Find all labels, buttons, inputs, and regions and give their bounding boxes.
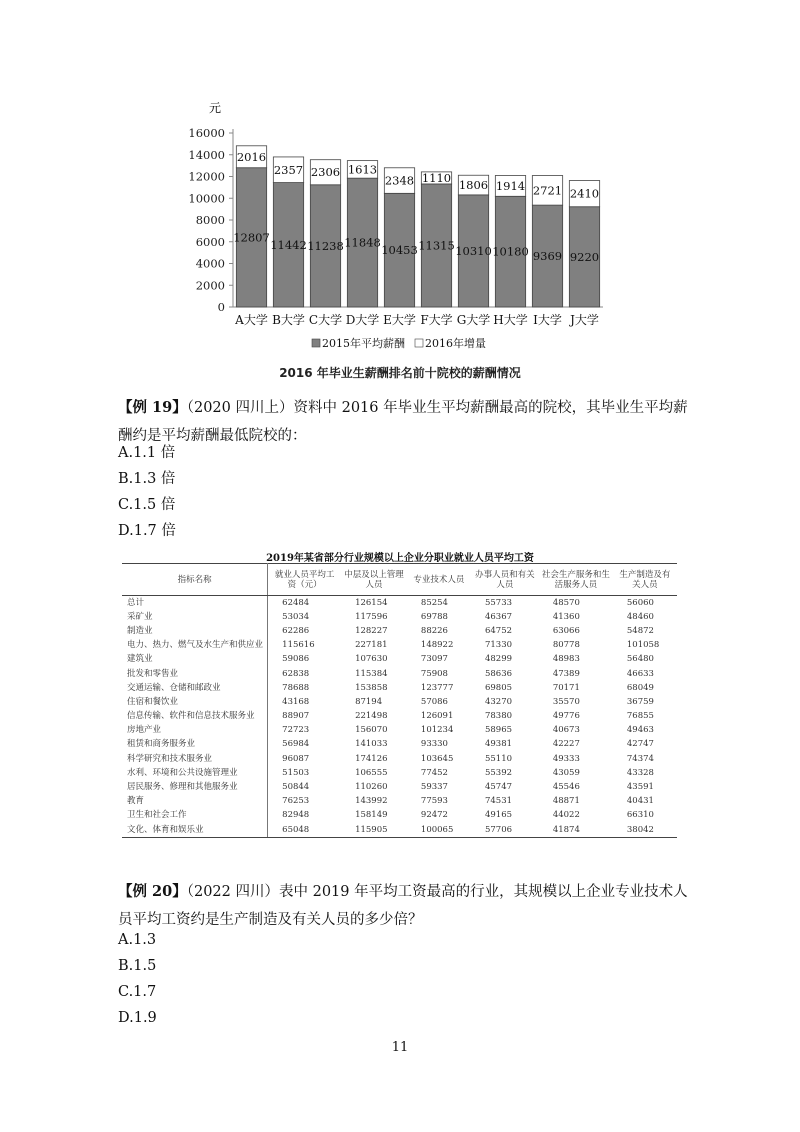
table-cell: 48871 xyxy=(552,796,580,807)
table-cell: 93330 xyxy=(420,739,448,750)
table-row xyxy=(122,752,677,766)
table-cell: 78688 xyxy=(282,682,310,693)
table-cell: 117596 xyxy=(355,611,388,622)
table-cell: 51503 xyxy=(282,767,310,778)
table-cell: 221498 xyxy=(355,711,388,722)
table-cell: 158149 xyxy=(355,810,388,821)
table-cell: 45546 xyxy=(552,782,580,793)
legend-swatch-2015 xyxy=(312,339,320,347)
table-cell: 48460 xyxy=(626,611,654,622)
table-cell: 62838 xyxy=(282,668,310,679)
example-19-option-d: D.1.7 倍 xyxy=(118,523,176,539)
example-20-text: （2022 四川）表中 2019 年平均工资最高的行业，其规模以上企业专业技术人员平均工资约是生产制造及有关人员的多少倍？ xyxy=(118,884,688,928)
bar-2015-value-label: 11848 xyxy=(344,235,381,250)
table-cell: 62484 xyxy=(282,597,310,608)
table-cell: 50844 xyxy=(282,782,310,793)
table-cell: 43328 xyxy=(626,767,654,778)
table-cell: 72723 xyxy=(282,725,310,736)
bar-2015-value-label: 11315 xyxy=(418,238,455,253)
bar-2015-value-label: 12807 xyxy=(233,230,270,245)
table-cell: 56060 xyxy=(626,597,654,608)
table-cell: 92472 xyxy=(420,810,448,821)
table-cell: 46367 xyxy=(484,611,513,622)
row-label-cell: 批发和零售业 xyxy=(122,667,268,681)
table-cell: 48299 xyxy=(484,654,513,665)
chart-title: 2016 年毕业生薪酬排名前十院校的薪酬情况 xyxy=(279,366,521,380)
y-tick-label: 4000 xyxy=(195,256,225,271)
row-label-cell: 文化、体育和娱乐业 xyxy=(122,823,268,838)
table-cell: 74531 xyxy=(484,796,513,807)
table-cell: 58965 xyxy=(484,725,513,736)
bar-2015-value-label: 11442 xyxy=(270,237,307,252)
table-cell: 68049 xyxy=(626,682,654,693)
table-cell: 49333 xyxy=(552,753,580,764)
table-cell: 56480 xyxy=(626,654,654,665)
table-cell: 143992 xyxy=(355,796,388,807)
table-cell: 115616 xyxy=(282,640,315,651)
table-cell: 87194 xyxy=(355,696,383,707)
table-cell: 40673 xyxy=(552,725,580,736)
table-cell: 100065 xyxy=(407,823,471,838)
row-label-cell: 制造业 xyxy=(122,624,268,638)
example-20-label: 【例 20】 xyxy=(118,883,187,900)
table-cell: 115384 xyxy=(355,668,388,679)
table-row xyxy=(122,738,677,752)
table-cell: 43591 xyxy=(626,782,654,793)
table-row xyxy=(122,624,677,638)
table-cell: 65048 xyxy=(268,823,341,838)
bar-2015-value-label: 10453 xyxy=(381,243,418,258)
y-tick-label: 14000 xyxy=(188,147,225,162)
table-cell: 74374 xyxy=(626,753,654,764)
table-cell: 73097 xyxy=(420,654,448,665)
table-header-cell: 指标名称 xyxy=(122,564,268,596)
wage-table xyxy=(122,563,677,838)
table-header-cell: 生产制造及有关人员 xyxy=(613,564,677,596)
x-category-label: F大学 xyxy=(420,313,453,327)
table-cell: 75908 xyxy=(420,668,448,679)
bar-2016-value-label: 2721 xyxy=(532,183,563,198)
table-cell: 48570 xyxy=(552,597,580,608)
row-label-cell: 交通运输、仓储和邮政业 xyxy=(122,681,268,695)
table-cell: 148922 xyxy=(420,640,454,651)
x-category-label: I大学 xyxy=(533,313,562,327)
table-header-row xyxy=(122,564,677,596)
table-row xyxy=(122,766,677,780)
example-20-option-c: C.1.7 xyxy=(118,984,157,1000)
table-cell: 54872 xyxy=(626,625,654,636)
table-cell: 96087 xyxy=(282,753,310,764)
example-19-option-c: C.1.5 倍 xyxy=(118,497,176,513)
row-label-cell: 采矿业 xyxy=(122,610,268,624)
x-category-label: E大学 xyxy=(383,313,416,327)
table-cell: 153858 xyxy=(355,682,388,693)
table-cell: 44022 xyxy=(552,810,580,821)
row-label-cell: 教育 xyxy=(122,795,268,809)
y-tick-label: 8000 xyxy=(195,213,225,227)
table-cell: 43059 xyxy=(552,767,580,778)
bar-2015-value-label: 10310 xyxy=(455,243,492,258)
bar-2015-value-label: 10180 xyxy=(492,244,529,259)
table-cell: 66310 xyxy=(626,810,654,821)
row-label-cell: 信息传输、软件和信息技术服务业 xyxy=(122,710,268,724)
table-cell: 56984 xyxy=(282,739,310,750)
table-cell: 41874 xyxy=(539,823,613,838)
table-cell: 126154 xyxy=(355,597,388,608)
table-cell: 78380 xyxy=(484,711,513,722)
table-cell: 62286 xyxy=(282,625,310,636)
table-cell: 63066 xyxy=(552,625,580,636)
bar-2016-value-label: 2410 xyxy=(569,186,600,201)
table-cell: 42747 xyxy=(626,739,654,750)
table-cell: 43270 xyxy=(484,696,513,707)
table-cell: 76855 xyxy=(626,711,654,722)
table-cell: 45747 xyxy=(484,782,513,793)
table-cell: 49776 xyxy=(552,711,580,722)
table-cell: 41360 xyxy=(552,611,580,622)
bar-2016-value-label: 2357 xyxy=(273,162,304,177)
table-cell: 49381 xyxy=(484,739,513,750)
x-category-label: J大学 xyxy=(570,313,599,327)
table-cell: 35570 xyxy=(552,696,580,707)
bar-2015-value-label: 11238 xyxy=(307,238,344,253)
table-cell: 57706 xyxy=(471,823,539,838)
table-cell: 69805 xyxy=(484,682,513,693)
table-row xyxy=(122,681,677,695)
row-label-cell: 居民服务、修理和其他服务业 xyxy=(122,780,268,794)
table-cell: 55733 xyxy=(484,597,513,608)
table-cell: 58636 xyxy=(484,668,513,679)
table-header-cell: 中层及以上管理人员 xyxy=(341,564,407,596)
table-cell: 227181 xyxy=(355,640,388,651)
table-header-cell: 社会生产服务和生活服务人员 xyxy=(539,564,613,596)
table-row xyxy=(122,724,677,738)
example-20-option-d: D.1.9 xyxy=(118,1010,157,1026)
table-row xyxy=(122,667,677,681)
bar-2016-value-label: 1110 xyxy=(421,170,452,185)
x-category-label: B大学 xyxy=(272,313,305,327)
table-cell: 103645 xyxy=(420,753,454,764)
example-20-question xyxy=(118,878,688,934)
table-cell: 36759 xyxy=(626,696,654,707)
table-cell: 40431 xyxy=(626,796,654,807)
bar-2015-value-label: 9369 xyxy=(532,249,563,264)
table-cell: 77452 xyxy=(420,767,448,778)
row-label-cell: 房地产业 xyxy=(122,724,268,738)
table-cell: 59086 xyxy=(282,654,310,665)
y-tick-label: 0 xyxy=(217,300,225,314)
table-cell: 55110 xyxy=(484,753,513,764)
table-cell: 110260 xyxy=(355,782,388,793)
table-cell: 64752 xyxy=(484,625,513,636)
table-cell: 43168 xyxy=(282,696,310,707)
legend-swatch-2016 xyxy=(415,339,423,347)
bar-2016-value-label: 1806 xyxy=(458,178,489,193)
table-cell: 107630 xyxy=(355,654,388,665)
table-cell: 101234 xyxy=(420,725,454,736)
table-row xyxy=(122,823,677,838)
legend-label-2015: 2015年平均薪酬 xyxy=(322,337,405,350)
bar-2016-value-label: 1914 xyxy=(495,178,526,193)
table-cell: 69788 xyxy=(420,611,448,622)
table-cell: 106555 xyxy=(355,767,388,778)
table-header-cell: 专业技术人员 xyxy=(407,564,471,596)
row-label-cell: 总计 xyxy=(122,596,268,611)
table-cell: 77593 xyxy=(420,796,448,807)
row-label-cell: 租赁和商务服务业 xyxy=(122,738,268,752)
row-label-cell: 建筑业 xyxy=(122,653,268,667)
table-cell: 141033 xyxy=(355,739,388,750)
table-cell: 71330 xyxy=(484,640,513,651)
example-19-option-a: A.1.1 倍 xyxy=(118,445,176,461)
table-cell: 80778 xyxy=(552,640,580,651)
bar-2016-value-label: 2016 xyxy=(236,149,267,164)
table-header-cell: 办事人员和有关人员 xyxy=(471,564,539,596)
table-cell: 82948 xyxy=(282,810,310,821)
y-tick-label: 16000 xyxy=(188,126,225,140)
table-cell: 38042 xyxy=(613,823,677,838)
x-category-label: A大学 xyxy=(235,313,268,327)
table-cell: 101058 xyxy=(626,640,660,651)
bar-2016-value-label: 2306 xyxy=(310,165,341,180)
table-row xyxy=(122,695,677,709)
table-cell: 49463 xyxy=(626,725,654,736)
table-row xyxy=(122,710,677,724)
example-20-option-a: A.1.3 xyxy=(118,932,157,948)
salary-bar-chart xyxy=(175,100,615,365)
page-number: 11 xyxy=(391,1040,409,1055)
example-19-question xyxy=(118,394,688,450)
x-category-label: D大学 xyxy=(345,313,380,327)
table-cell: 48983 xyxy=(552,654,580,665)
table-cell: 88907 xyxy=(282,711,310,722)
bar-2016-value-label: 2348 xyxy=(384,173,415,188)
table-row xyxy=(122,610,677,624)
table-row xyxy=(122,653,677,667)
table-cell: 42227 xyxy=(552,739,580,750)
table-cell: 174126 xyxy=(355,753,388,764)
table-cell: 123777 xyxy=(420,682,454,693)
example-19-option-b: B.1.3 倍 xyxy=(118,471,176,487)
table-cell: 46633 xyxy=(626,668,654,679)
x-category-label: G大学 xyxy=(456,313,491,327)
legend-label-2016: 2016年增量 xyxy=(425,337,486,350)
table-cell: 47389 xyxy=(552,668,580,679)
row-label-cell: 电力、热力、燃气及水生产和供应业 xyxy=(122,639,268,653)
table-cell: 88226 xyxy=(420,625,448,636)
y-tick-label: 12000 xyxy=(188,169,225,184)
table-cell: 59337 xyxy=(420,782,448,793)
row-label-cell: 水利、环境和公共设施管理业 xyxy=(122,766,268,780)
table-cell: 76253 xyxy=(282,796,310,807)
table-cell: 53034 xyxy=(282,611,310,622)
table-cell: 156070 xyxy=(355,725,388,736)
table-row xyxy=(122,639,677,653)
table-header-cell: 就业人员平均工资（元） xyxy=(268,564,341,596)
table-row xyxy=(122,809,677,823)
example-20-option-b: B.1.5 xyxy=(118,958,157,974)
x-category-label: C大学 xyxy=(308,313,343,327)
bar-2015-value-label: 9220 xyxy=(569,249,600,264)
table-cell: 49165 xyxy=(484,810,513,821)
row-label-cell: 科学研究和技术服务业 xyxy=(122,752,268,766)
y-axis-label: 元 xyxy=(209,101,222,115)
bar-2016-value-label: 1613 xyxy=(347,162,378,177)
example-19-label: 【例 19】 xyxy=(118,399,187,416)
table-cell: 115905 xyxy=(341,823,407,838)
y-tick-label: 2000 xyxy=(195,278,225,293)
table-row xyxy=(122,596,677,611)
table-row xyxy=(122,795,677,809)
table-cell: 128227 xyxy=(355,625,388,636)
x-category-label: H大学 xyxy=(493,313,528,327)
table-cell: 55392 xyxy=(484,767,513,778)
y-tick-label: 6000 xyxy=(195,234,225,249)
table-title: 2019年某省部分行业规模以上企业分职业就业人员平均工资 xyxy=(266,553,534,564)
table-cell: 85254 xyxy=(420,597,448,608)
table-cell: 70171 xyxy=(552,682,580,693)
example-19-text: （2020 四川上）资料中 2016 年毕业生平均薪酬最高的院校，其毕业生平均薪酬约是平均薪酬最低院校的： xyxy=(118,400,688,444)
table-cell: 57086 xyxy=(420,696,448,707)
table-row xyxy=(122,780,677,794)
row-label-cell: 住宿和餐饮业 xyxy=(122,695,268,709)
y-tick-label: 10000 xyxy=(188,191,225,206)
table-cell: 126091 xyxy=(420,711,454,722)
row-label-cell: 卫生和社会工作 xyxy=(122,809,268,823)
